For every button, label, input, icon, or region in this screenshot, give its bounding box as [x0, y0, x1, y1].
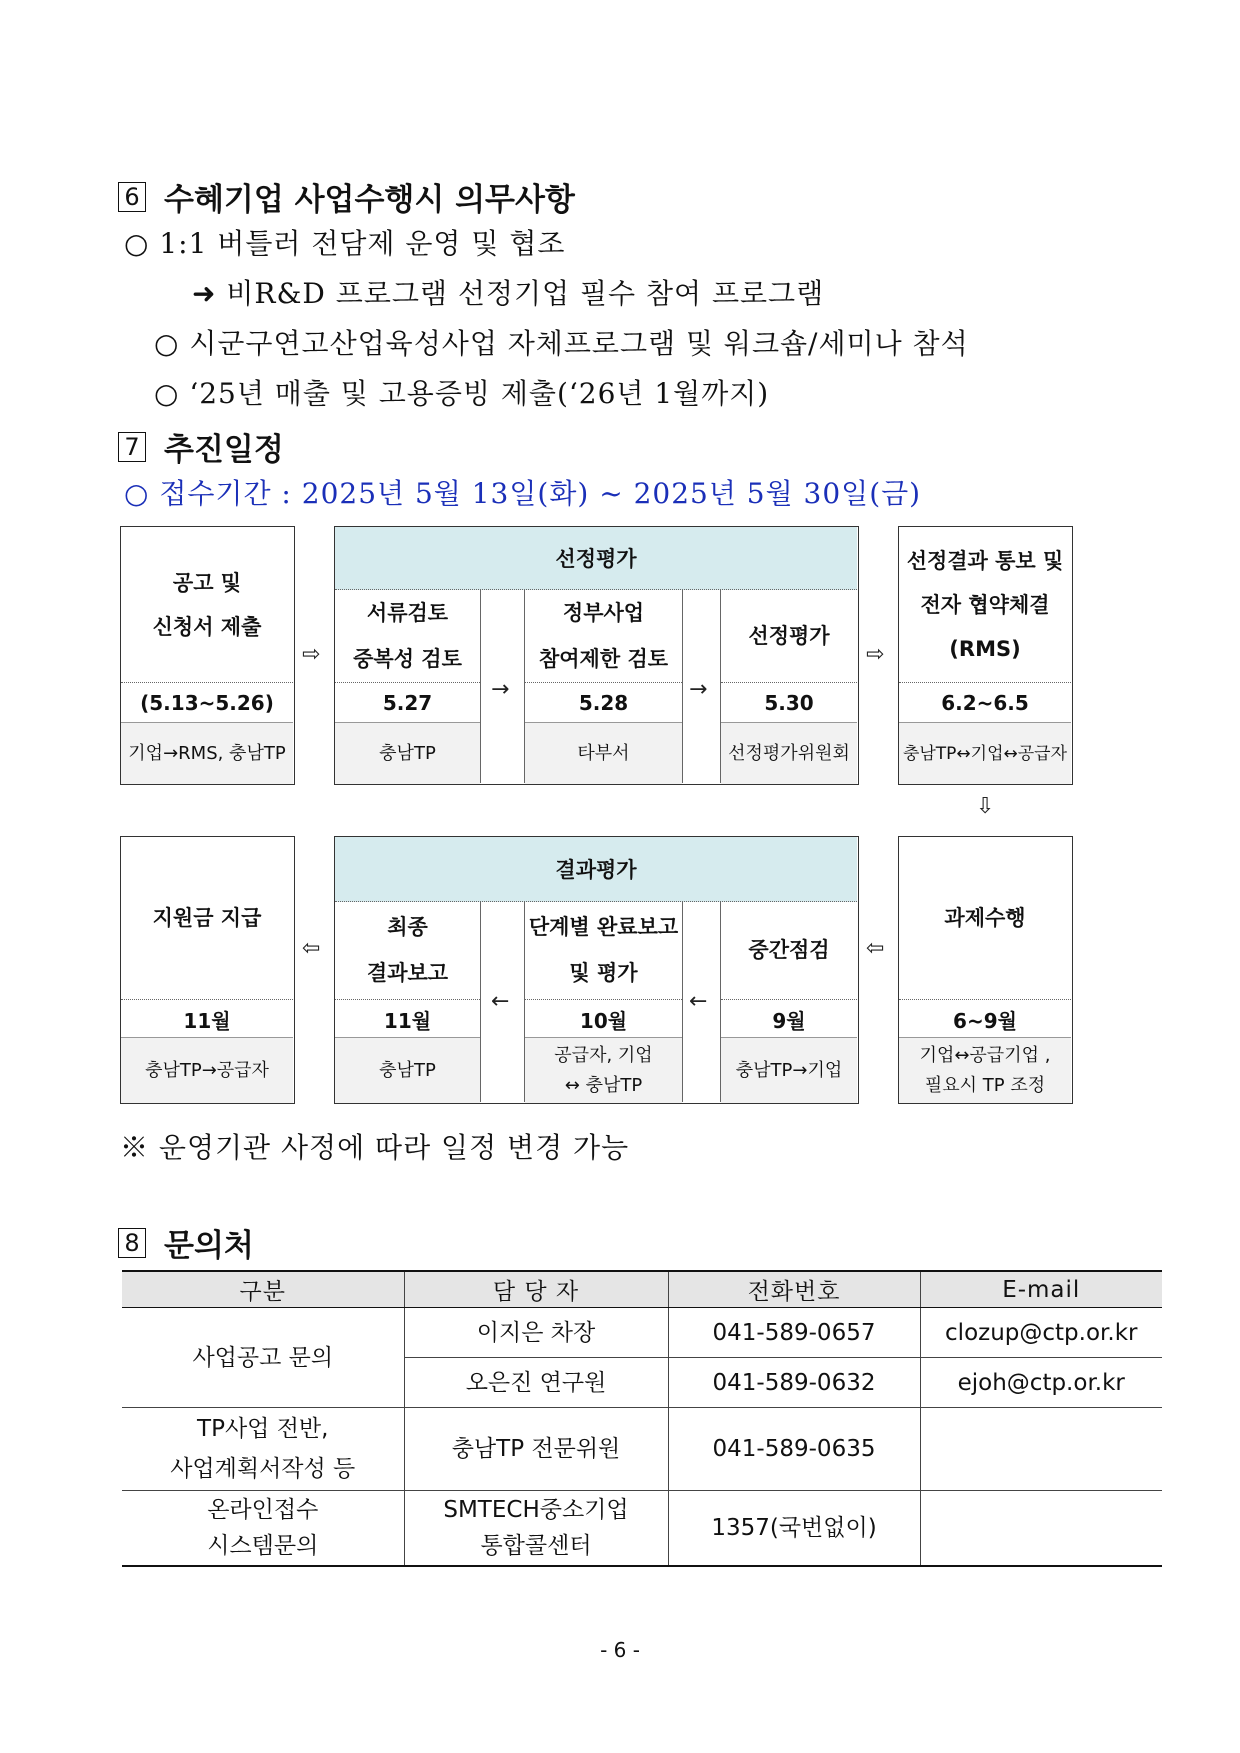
flow-top-sub3-org: 선정평가위원회	[721, 722, 857, 784]
flow-bottom-sub2-title2: 및 평가	[569, 961, 638, 985]
arrow-left-icon: ←	[491, 989, 510, 1014]
row4-category	[122, 1491, 404, 1567]
section6-number: 6	[118, 182, 146, 212]
row4-person2: 통합콜센터	[480, 1533, 592, 1559]
section7-title: 추진일정	[164, 432, 284, 468]
flow-top-group-header: 선정평가	[335, 527, 857, 590]
header-phone: 전화번호	[668, 1271, 920, 1308]
flow-top-sub1-title1: 서류검토	[366, 600, 449, 625]
arrow-left-hollow-icon: ⇦	[866, 936, 885, 961]
flow-bottom-step1-org: 충남TP→공급자	[121, 1037, 293, 1103]
reception-period: ○ 접수기간 : 2025년 5월 13일(화) ~ 2025년 5월 30일(금)	[124, 477, 922, 510]
table-header-row	[122, 1271, 1162, 1308]
section7-number: 7	[118, 432, 146, 462]
row2-person: 오은진 연구원	[404, 1358, 668, 1408]
table-row	[122, 1308, 1162, 1358]
flow-bottom-sub1-date: 11월	[335, 999, 480, 1038]
page-number: - 6 -	[600, 1638, 640, 1662]
section7-heading	[118, 424, 284, 469]
section6-line4: ○ ‘25년 매출 및 고용증빙 제출(‘26년 1월까지)	[154, 377, 770, 410]
row4-phone: 1357(국번없이)	[668, 1491, 920, 1567]
row1-email[interactable]: clozup@ctp.or.kr	[920, 1308, 1162, 1358]
schedule-note: ※ 운영기관 사정에 따라 일정 변경 가능	[120, 1131, 630, 1164]
section8-number: 8	[118, 1228, 146, 1258]
row4-category2: 시스템문의	[207, 1533, 319, 1559]
flow-top-group-selection	[334, 526, 859, 785]
header-person: 담 당 자	[404, 1271, 668, 1308]
arrow-right-hollow-icon: ⇨	[866, 642, 885, 667]
flow-top-step3-title3: (RMS)	[949, 636, 1021, 661]
arrow-right-icon: →	[491, 677, 510, 702]
flow-top-step3-date: 6.2~6.5	[899, 682, 1071, 723]
flow-bottom-step3-org1: 기업↔공급기업 ,	[919, 1044, 1051, 1066]
arrow-left-icon: ←	[689, 989, 708, 1014]
arrow-right-hollow-icon: ⇨	[302, 642, 321, 667]
flow-bottom-step1	[120, 836, 295, 1104]
row2-phone: 041-589-0632	[668, 1358, 920, 1408]
header-email: E-mail	[920, 1271, 1162, 1308]
section6-line3: ○ 시군구연고산업육성사업 자체프로그램 및 워크숍/세미나 참석	[154, 327, 969, 360]
flow-bottom-step3-title1: 과제수행	[944, 906, 1026, 930]
flow-bottom-step3-org2: 필요시 TP 조정	[924, 1074, 1046, 1096]
arrow-down-hollow-icon: ⇩	[976, 794, 995, 819]
contact-table	[122, 1270, 1162, 1567]
flow-bottom-sub2-org2: ↔ 충남TP	[564, 1074, 643, 1096]
section8-heading	[118, 1220, 254, 1265]
row3-email	[920, 1408, 1162, 1491]
flow-top-sub1-title2: 중복성 검토	[353, 646, 462, 671]
flow-bottom-group-result	[334, 836, 859, 1104]
header-category: 구분	[122, 1271, 404, 1308]
flow-top-sub3-date: 5.30	[721, 682, 857, 723]
row3-category	[122, 1408, 404, 1491]
flow-top-step1-org: 기업→RMS, 충남TP	[121, 722, 293, 784]
flow-bottom-step3-org	[899, 1037, 1071, 1103]
row4-email	[920, 1491, 1162, 1567]
section6-heading	[118, 174, 575, 219]
flow-top-step3	[898, 526, 1073, 785]
flow-top-sub2-title2: 참여제한 검토	[538, 646, 669, 671]
flow-top-step1-title1: 공고 및	[172, 570, 242, 595]
flow-top-step3-title1: 선정결과 통보 및	[906, 548, 1064, 573]
flow-bottom-step3	[898, 836, 1073, 1104]
flow-bottom-sub2-date: 10월	[525, 999, 682, 1038]
row4-person1: SMTECH중소기업	[443, 1497, 629, 1523]
section6-line2: ➜ 비R&D 프로그램 선정기업 필수 참여 프로그램	[192, 277, 825, 310]
row4-category1: 온라인접수	[207, 1497, 319, 1523]
table-row	[122, 1491, 1162, 1567]
flow-bottom-sub3-title1: 중간점검	[748, 938, 830, 962]
flow-top-sub3-title1: 선정평가	[748, 623, 830, 648]
flow-top-step3-org: 충남TP↔기업↔공급자	[899, 722, 1071, 784]
flow-bottom-group-header: 결과평가	[335, 837, 857, 902]
row1-phone: 041-589-0657	[668, 1308, 920, 1358]
flow-bottom-sub2-org	[525, 1037, 682, 1103]
flow-top-sub2-date: 5.28	[525, 682, 682, 723]
arrow-left-hollow-icon: ⇦	[302, 936, 321, 961]
flow-bottom-step1-date: 11월	[121, 999, 293, 1038]
flow-bottom-step1-title1: 지원금 지급	[152, 906, 262, 930]
flow-top-sub2-title1: 정부사업	[562, 600, 645, 625]
flow-bottom-sub2-org1: 공급자, 기업	[554, 1044, 653, 1066]
row2-email[interactable]: ejoh@ctp.or.kr	[920, 1358, 1162, 1408]
section6-title: 수혜기업 사업수행시 의무사항	[164, 182, 575, 218]
flow-bottom-sub2-title1: 단계별 완료보고	[528, 915, 679, 939]
flow-bottom-sub3-org: 충남TP→기업	[721, 1037, 857, 1103]
flow-top-step1-title2: 신청서 제출	[152, 614, 262, 639]
flow-bottom-sub1-org: 충남TP	[335, 1037, 480, 1103]
flow-top-step1	[120, 526, 295, 785]
flow-top-step3-title2: 전자 협약체결	[920, 592, 1050, 617]
section8-title: 문의처	[164, 1228, 254, 1264]
flow-bottom-sub1-title1: 최종	[387, 915, 428, 939]
row3-phone: 041-589-0635	[668, 1408, 920, 1491]
flow-top-step1-date: (5.13~5.26)	[121, 682, 293, 723]
row3-category1: TP사업 전반,	[197, 1416, 329, 1442]
row1-category: 사업공고 문의	[122, 1308, 404, 1408]
flow-bottom-step3-date: 6~9월	[899, 999, 1071, 1038]
row3-category2: 사업계획서작성 등	[170, 1456, 356, 1482]
row3-person: 충남TP 전문위원	[404, 1408, 668, 1491]
flow-top-sub1-date: 5.27	[335, 682, 480, 723]
flow-bottom-sub3-date: 9월	[721, 999, 857, 1038]
flow-top-sub2-org: 타부서	[525, 722, 682, 784]
section6-line1: ○ 1:1 버틀러 전담제 운영 및 협조	[124, 227, 566, 260]
flow-bottom-sub1-title2: 결과보고	[366, 961, 449, 985]
arrow-right-icon: →	[689, 677, 708, 702]
table-row	[122, 1408, 1162, 1491]
flow-top-sub1-org: 충남TP	[335, 722, 480, 784]
row1-person: 이지은 차장	[404, 1308, 668, 1358]
row4-person	[404, 1491, 668, 1567]
